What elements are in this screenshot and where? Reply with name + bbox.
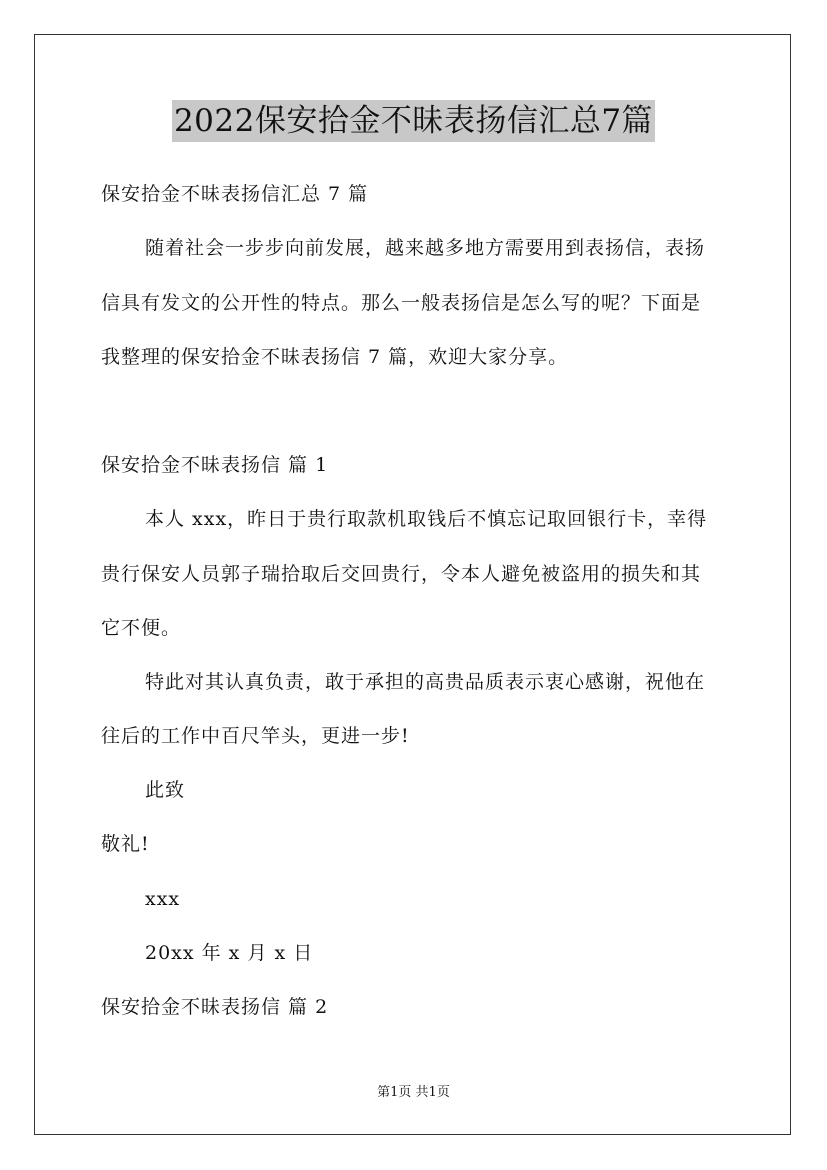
closing-line: 此致 [145,779,186,801]
paragraph-line: 特此对其认真负责，敢于承担的高贵品质表示衷心感谢，祝他在 [145,671,706,693]
section-heading: 保安拾金不昧表扬信 篇 2 [101,996,329,1018]
page-footer: 第1页 共1页 [377,1085,450,1100]
paragraph-line: 本人 xxx，昨日于贵行取款机取钱后不慎忘记取回银行卡，幸得 [145,508,708,530]
paragraph-line: 随着社会一步步向前发展，越来越多地方需要用到表扬信，表扬 [145,237,706,259]
paragraph-line: 我整理的保安拾金不昧表扬信 7 篇，欢迎大家分享。 [101,346,569,368]
paragraph-line: 它不便。 [101,617,182,639]
document-title: 2022保安拾金不昧表扬信汇总7篇 [172,100,655,142]
subtitle-line: 保安拾金不昧表扬信汇总 7 篇 [101,183,369,205]
signature-date: 20xx 年 x 月 x 日 [145,942,314,964]
paragraph-line: 贵行保安人员郭子瑞拾取后交回贵行，令本人避免被盗用的损失和其 [101,563,702,585]
signature-name: xxx [145,888,181,910]
document-title-container [0,100,827,142]
paragraph-line: 信具有发文的公开性的特点。那么一般表扬信是怎么写的呢？下面是 [101,292,702,314]
closing-line: 敬礼! [101,833,150,855]
section-heading: 保安拾金不昧表扬信 篇 1 [101,454,329,476]
paragraph-line: 往后的工作中百尺竿头，更进一步! [101,725,410,747]
